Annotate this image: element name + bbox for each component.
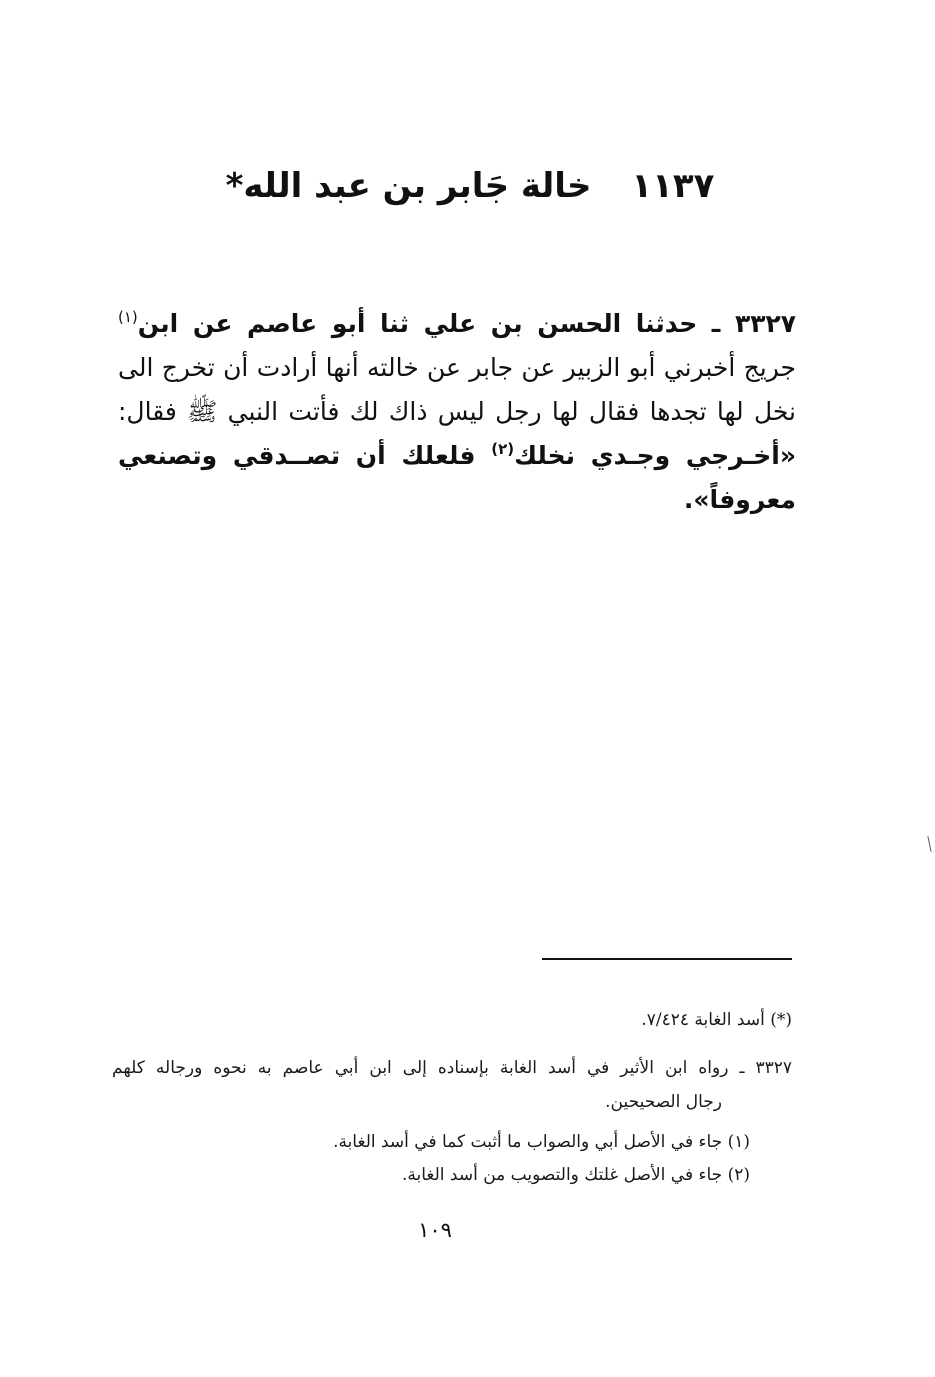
footnote-divider (542, 958, 792, 960)
hadith-line-4-part-b: فلعلك أن تصــدقي وتصنعي (118, 441, 492, 470)
chapter-title: خالة جَابر بن عبد الله* (225, 166, 592, 206)
scan-edge-mark (927, 836, 931, 852)
page-number: ١٠٩ (418, 1218, 452, 1242)
footnote-takhrij-line-2: رجال الصحيحين. (605, 1092, 722, 1112)
footnote-ref-1: (١) (118, 308, 138, 326)
footnote-ref-2: (٢) (491, 440, 515, 458)
chapter-number: ١١٣٧ (631, 166, 715, 206)
hadith-line-1-text: ٣٣٢٧ ـ حدثنا الحسن بن علي ثنا أبو عاصم عن ابن (137, 309, 796, 338)
hadith-line-4 (118, 434, 796, 478)
footnote-takhrij-line-1: ٣٣٢٧ ـ رواه ابن الأثير في أسد الغابة بإسناده إلى ابن أبي عاصم به نحوه ورجاله كلهم (112, 1058, 792, 1078)
hadith-line-3: نخل لها تجدها فقال لها رجل ليس ذاك لك فأتت النبي ﷺ فقال: (118, 397, 796, 426)
chapter-heading (150, 160, 790, 212)
footnote-note-1: (١) جاء في الأصل أبي والصواب ما أثبت كما في أسد الغابة. (333, 1132, 750, 1152)
hadith-line-1 (118, 302, 796, 346)
hadith-text (118, 302, 796, 522)
hadith-line-2: جريج أخبرني أبو الزبير عن جابر عن خالته أنها أرادت أن تخرج الى (118, 353, 796, 382)
hadith-line-5: معروفاً». (683, 485, 796, 514)
hadith-line-4-part-a: «أخـرجي وجـدي نخلك (514, 441, 796, 470)
footnote-note-2: (٢) جاء في الأصل غلتك والتصويب من أسد الغابة. (402, 1165, 750, 1185)
footnote-source: (*) أسد الغابة ٧/٤٢٤. (641, 1010, 792, 1030)
